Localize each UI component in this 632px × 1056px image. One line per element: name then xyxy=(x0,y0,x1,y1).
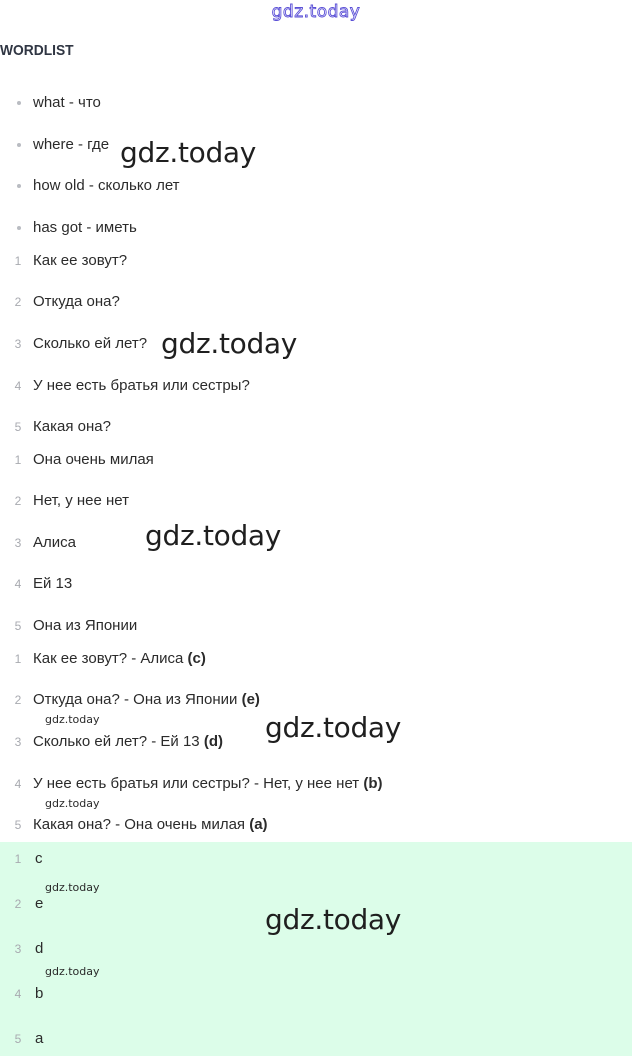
item-number: 4 xyxy=(14,379,22,393)
bullet-icon xyxy=(17,143,21,147)
item-number: 1 xyxy=(14,852,22,866)
answer-text: Нет, у нее нет xyxy=(33,492,130,509)
key-letter: c xyxy=(35,850,43,867)
item-number: 5 xyxy=(14,619,22,633)
match-text: Как ее зовут? - Алиса (c) xyxy=(33,650,206,667)
answer-text: Она очень милая xyxy=(33,451,154,468)
question-text: Сколько ей лет? xyxy=(33,335,148,352)
wordlist-item-text: where - где xyxy=(33,136,110,153)
item-number: 4 xyxy=(14,987,22,1001)
wordlist-item-text: how old - сколько лет xyxy=(33,177,180,194)
watermark-small: gdz.today xyxy=(45,965,100,978)
key-letter: a xyxy=(35,1030,44,1047)
wordlist-item-text: has got - иметь xyxy=(33,219,137,236)
watermark: gdz.today xyxy=(265,903,402,936)
match-text: Сколько ей лет? - Ей 13 (d) xyxy=(33,733,223,750)
match-letter: (b) xyxy=(363,775,383,792)
bullet-icon xyxy=(17,101,21,105)
item-number: 1 xyxy=(14,652,22,666)
key-letter: b xyxy=(35,985,44,1002)
match-letter: (e) xyxy=(241,691,260,708)
match-letter: (a) xyxy=(249,816,268,833)
item-number: 3 xyxy=(14,735,22,749)
match-letter: (d) xyxy=(203,733,223,750)
item-number: 4 xyxy=(14,777,22,791)
answer-text: Ей 13 xyxy=(33,575,73,592)
item-number: 2 xyxy=(14,693,22,707)
question-text: Какая она? xyxy=(33,418,111,435)
watermark-small: gdz.today xyxy=(45,881,100,894)
watermark: gdz.today xyxy=(120,136,257,169)
site-logo[interactable]: gdz.today xyxy=(271,2,361,22)
answer-key-background xyxy=(0,842,632,1056)
match-text: Какая она? - Она очень милая (a) xyxy=(33,816,268,833)
watermark: gdz.today xyxy=(265,711,402,744)
item-number: 5 xyxy=(14,818,22,832)
item-number: 1 xyxy=(14,453,22,467)
match-text: Откуда она? - Она из Японии (e) xyxy=(33,691,260,708)
watermark-small: gdz.today xyxy=(45,797,100,810)
watermark: gdz.today xyxy=(161,327,298,360)
answer-text: Алиса xyxy=(33,534,76,551)
item-number: 5 xyxy=(14,1032,22,1046)
item-number: 3 xyxy=(14,942,22,956)
question-text: У нее есть братья или сестры? xyxy=(33,377,250,394)
item-number: 1 xyxy=(14,254,22,268)
bullet-icon xyxy=(17,184,21,188)
key-letter: d xyxy=(35,940,44,957)
key-letter: e xyxy=(35,895,44,912)
watermark: gdz.today xyxy=(145,519,282,552)
wordlist-item-text: what - что xyxy=(33,94,101,111)
wordlist-heading: WORDLIST xyxy=(0,42,74,59)
match-text: У нее есть братья или сестры? - Нет, у нее нет (b) xyxy=(33,775,383,792)
watermark-small: gdz.today xyxy=(45,713,100,726)
match-letter: (c) xyxy=(187,650,206,667)
bullet-icon xyxy=(17,226,21,230)
item-number: 3 xyxy=(14,337,22,351)
answer-text: Она из Японии xyxy=(33,617,138,634)
item-number: 4 xyxy=(14,577,22,591)
item-number: 2 xyxy=(14,295,22,309)
item-number: 2 xyxy=(14,494,22,508)
item-number: 5 xyxy=(14,420,22,434)
question-text: Как ее зовут? xyxy=(33,252,128,269)
item-number: 3 xyxy=(14,536,22,550)
question-text: Откуда она? xyxy=(33,293,120,310)
item-number: 2 xyxy=(14,897,22,911)
